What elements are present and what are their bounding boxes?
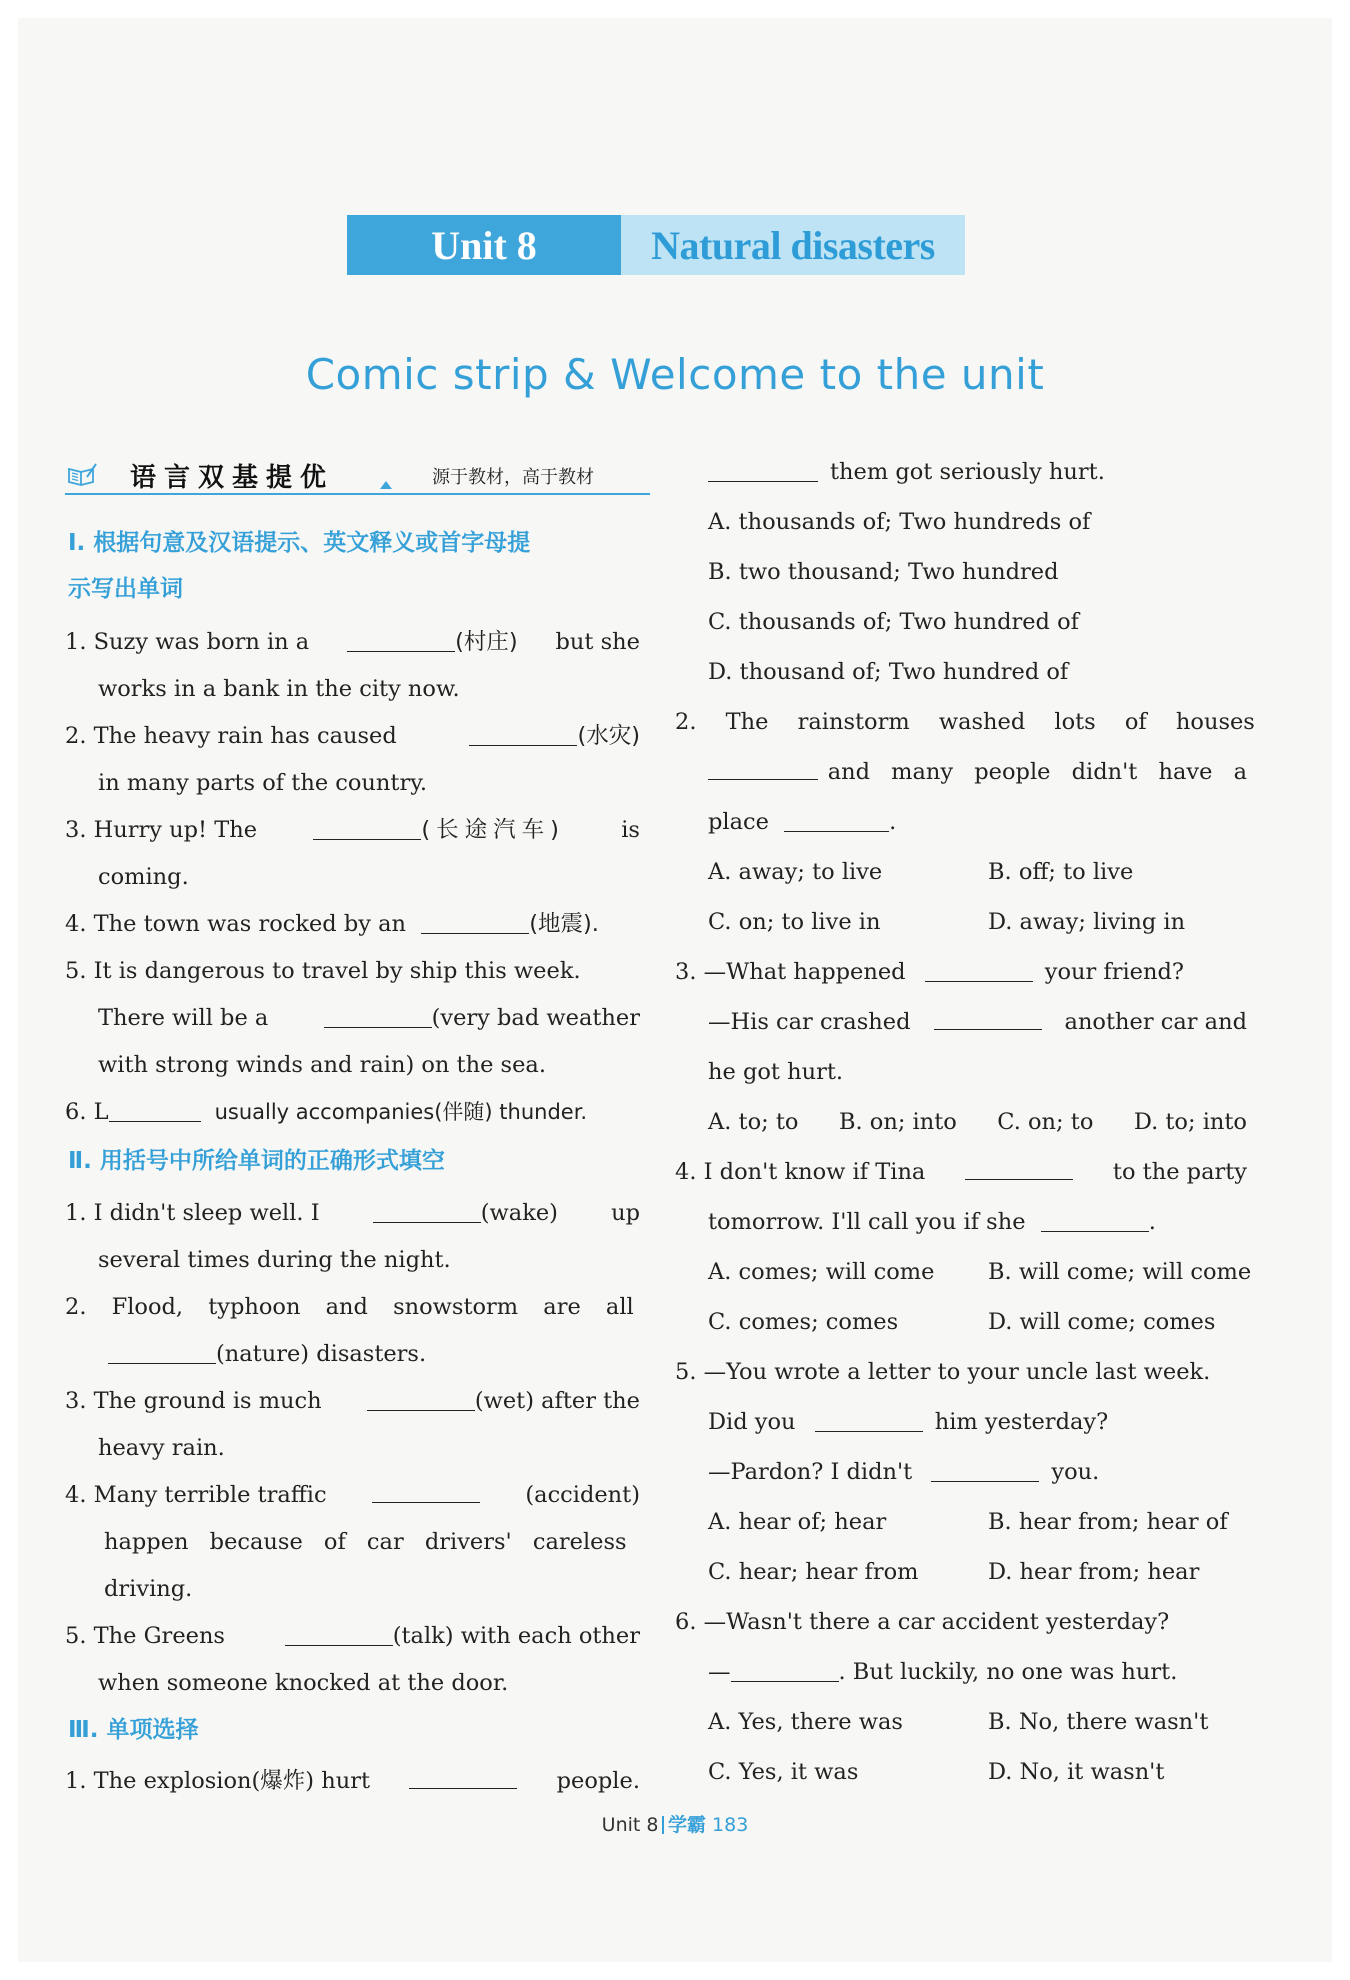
option-c: C. Yes, it was xyxy=(708,1759,859,1785)
answer-blank[interactable] xyxy=(313,817,421,840)
answer-blank[interactable] xyxy=(324,1005,432,1028)
answer-blank[interactable] xyxy=(409,1766,517,1789)
question-cont: works in a bank in the city now. xyxy=(98,676,460,702)
question-cont: happen because of car drivers' careless xyxy=(104,1529,627,1555)
question: 6. —Wasn't there a car accident yesterday? xyxy=(675,1609,1170,1635)
section-header xyxy=(65,455,650,495)
option-a: A. thousands of; Two hundreds of xyxy=(708,509,1091,535)
question-cont: Did you him yesterday? xyxy=(708,1409,1109,1435)
question: 2. The rainstorm washed lots of houses xyxy=(675,709,1255,735)
question: 1. The explosion(爆炸) hurt people. xyxy=(65,1768,640,1794)
question-cont: heavy rain. xyxy=(98,1435,225,1461)
footer-unit: Unit 8 xyxy=(601,1814,659,1836)
answer-blank[interactable] xyxy=(285,1623,393,1646)
options-row xyxy=(708,1107,1247,1137)
answer-blank[interactable] xyxy=(367,1388,475,1411)
question-cont: he got hurt. xyxy=(708,1059,844,1085)
part1-heading-line2: 示写出单词 xyxy=(68,576,183,602)
option-c: C. thousands of; Two hundred of xyxy=(708,609,1079,635)
question: 5. It is dangerous to travel by ship this week. xyxy=(65,958,581,984)
section-underline xyxy=(65,493,650,495)
option-c: C. on; to xyxy=(997,1109,1094,1135)
answer-blank[interactable] xyxy=(708,459,818,482)
option-d: D. will come; comes xyxy=(988,1309,1216,1335)
question: 5. The Greens (talk) with each other xyxy=(65,1623,640,1649)
footer-brand: 学霸 xyxy=(667,1814,706,1836)
page-number: 183 xyxy=(712,1814,749,1836)
question: 1. I didn't sleep well. I (wake) up xyxy=(65,1200,640,1226)
section-slogan: 源于教材，高于教材 xyxy=(432,467,594,488)
question: 3. The ground is much (wet) after the xyxy=(65,1388,640,1414)
option-b: B. will come; will come xyxy=(988,1259,1252,1285)
unit-number: Unit 8 xyxy=(347,215,621,275)
option-a: A. away; to live xyxy=(708,859,883,885)
question-cont: —His car crashed another car and xyxy=(708,1009,1247,1035)
answer-blank[interactable] xyxy=(934,1007,1042,1030)
question-cont: There will be a (very bad weather xyxy=(98,1005,640,1031)
answer-blank[interactable] xyxy=(347,629,455,652)
answer-blank[interactable] xyxy=(372,1480,480,1503)
book-pen-icon xyxy=(67,463,97,487)
option-b: B. No, there wasn't xyxy=(988,1709,1209,1735)
lesson-title: Comic strip & Welcome to the unit xyxy=(305,350,1045,399)
question: 5. —You wrote a letter to your uncle last week. xyxy=(675,1359,1211,1385)
option-c: C. on; to live in xyxy=(708,909,881,935)
unit-topic: Natural disasters xyxy=(621,215,965,275)
option-d: D. away; living in xyxy=(988,909,1186,935)
option-a: A. Yes, there was xyxy=(708,1709,903,1735)
option-a: A. comes; will come xyxy=(708,1259,935,1285)
option-d: D. to; into xyxy=(1133,1109,1247,1135)
question-cont: (nature) disasters. xyxy=(108,1339,426,1369)
answer-blank[interactable] xyxy=(469,723,577,746)
answer-blank[interactable] xyxy=(109,1099,201,1122)
option-d: D. No, it wasn't xyxy=(988,1759,1165,1785)
question-cont: and many people didn't have a xyxy=(708,757,1247,787)
question-cont: driving. xyxy=(104,1576,193,1602)
question: 1. Suzy was born in a (村庄) but she xyxy=(65,629,640,655)
question-cont: place . xyxy=(708,809,897,835)
question: 4. I don't know if Tina to the party xyxy=(675,1159,1247,1185)
answer-blank[interactable] xyxy=(965,1157,1073,1180)
question-cont: with strong winds and rain) on the sea. xyxy=(98,1052,546,1078)
question-cont: them got seriously hurt. xyxy=(708,457,1105,487)
question: 6. L usually accompanies(伴随) thunder. xyxy=(65,1099,588,1125)
part2-heading: Ⅱ. 用括号中所给单词的正确形式填空 xyxy=(68,1148,445,1174)
question: 3. Hurry up! The (长途汽车) is xyxy=(65,817,640,843)
triangle-icon xyxy=(380,481,392,489)
answer-blank[interactable] xyxy=(925,959,1033,982)
answer-blank[interactable] xyxy=(421,911,529,934)
option-b: B. hear from; hear of xyxy=(988,1509,1228,1535)
question: 2. The heavy rain has caused (水灾) xyxy=(65,723,640,749)
question: 4. Many terrible traffic (accident) xyxy=(65,1482,640,1508)
option-b: B. two thousand; Two hundred xyxy=(708,559,1059,585)
question-cont: —Pardon? I didn't you. xyxy=(708,1459,1100,1485)
part1-heading-line1: Ⅰ. 根据句意及汉语提示、英文释义或首字母提 xyxy=(68,530,531,556)
section-title: 语言双基提优 xyxy=(130,463,335,493)
option-b: B. off; to live xyxy=(988,859,1134,885)
unit-banner xyxy=(347,215,965,275)
option-c: C. comes; comes xyxy=(708,1309,899,1335)
answer-blank[interactable] xyxy=(708,757,818,780)
option-c: C. hear; hear from xyxy=(708,1559,919,1585)
option-d: D. hear from; hear xyxy=(988,1559,1200,1585)
question: 4. The town was rocked by an (地震). xyxy=(65,911,599,937)
option-d: D. thousand of; Two hundred of xyxy=(708,659,1069,685)
question-cont: — . But luckily, no one was hurt. xyxy=(708,1659,1178,1685)
answer-blank[interactable] xyxy=(931,1459,1039,1482)
part3-heading: Ⅲ. 单项选择 xyxy=(68,1717,199,1743)
answer-blank[interactable] xyxy=(1041,1209,1149,1232)
option-a: A. to; to xyxy=(708,1109,799,1135)
question: 3. —What happened your friend? xyxy=(675,959,1184,985)
question-cont: coming. xyxy=(98,864,189,890)
answer-blank[interactable] xyxy=(815,1409,923,1432)
answer-blank[interactable] xyxy=(373,1200,481,1223)
footer-divider xyxy=(662,1816,664,1834)
question-cont: in many parts of the country. xyxy=(98,770,428,796)
answer-blank[interactable] xyxy=(784,809,889,832)
question-cont: several times during the night. xyxy=(98,1247,451,1273)
page-footer xyxy=(0,1810,1350,1837)
answer-blank[interactable] xyxy=(731,1659,839,1682)
question-cont: tomorrow. I'll call you if she . xyxy=(708,1209,1156,1235)
option-b: B. on; into xyxy=(838,1109,957,1135)
question-cont: when someone knocked at the door. xyxy=(98,1670,509,1696)
question: 2. Flood, typhoon and snowstorm are all xyxy=(65,1294,634,1320)
answer-blank[interactable] xyxy=(108,1341,216,1364)
option-a: A. hear of; hear xyxy=(708,1509,887,1535)
